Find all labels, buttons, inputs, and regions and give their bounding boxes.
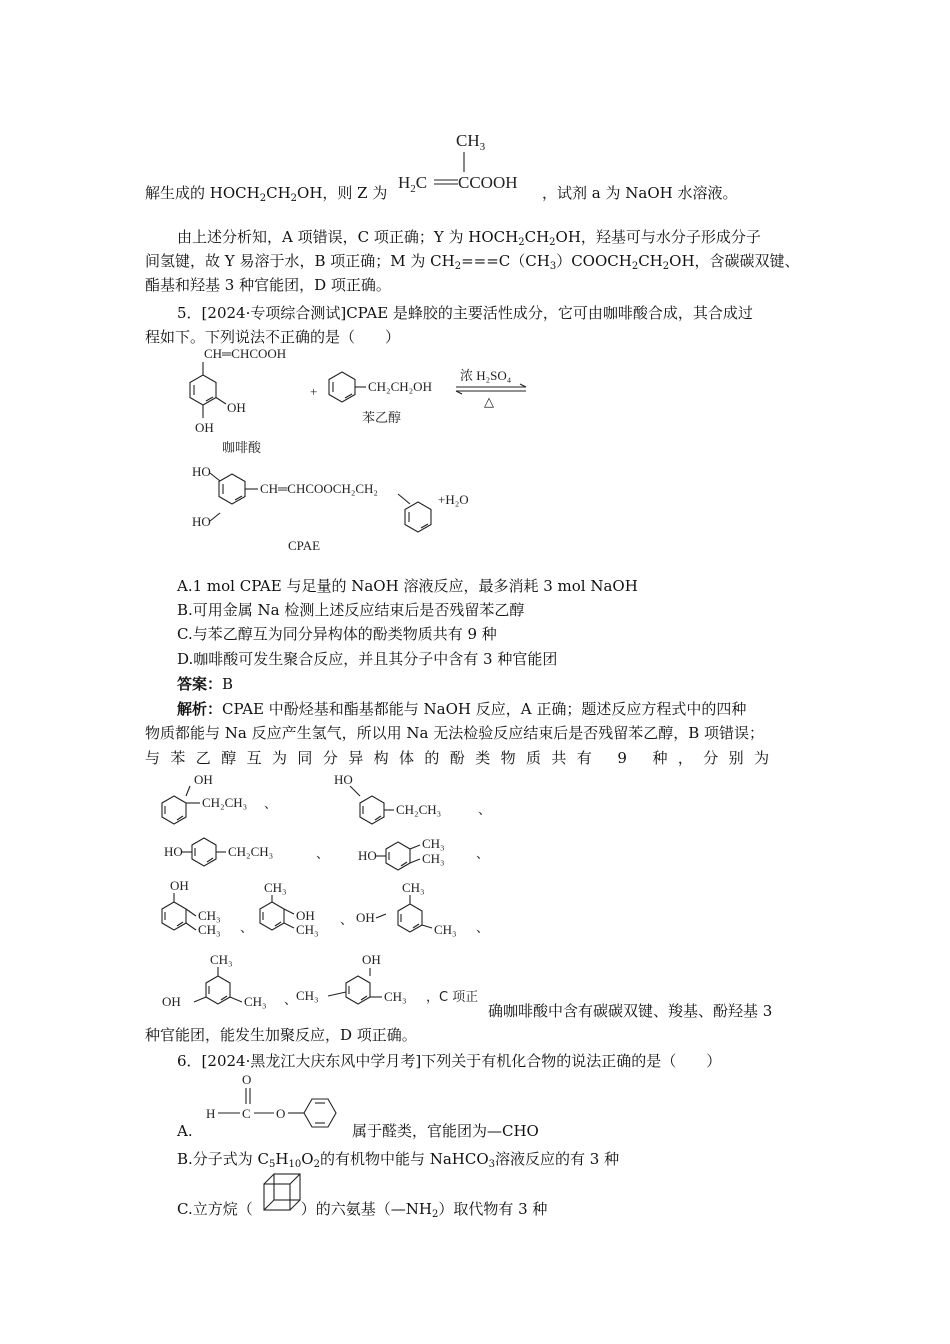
structure-z xyxy=(392,124,542,204)
oh-label: OH xyxy=(170,878,189,893)
svg-text:CH₃: CH₃ xyxy=(402,880,425,895)
explanation-end: 确咖啡酸中含有碳碳双键、羧基、酚羟基 3 xyxy=(488,1002,773,1020)
ho-label: HO xyxy=(358,848,377,863)
option-d: D.咖啡酸可发生聚合反应，并且其分子中含有 3 种官能团 xyxy=(177,650,558,668)
svg-text:CH₃: CH₃ xyxy=(422,836,445,851)
z-ch3: $CH_3$ xyxy=(456,131,486,153)
separator: 、 xyxy=(264,796,278,811)
oh-label: OH xyxy=(195,420,214,435)
oh-label: OH xyxy=(362,952,381,967)
oh-label: OH xyxy=(194,772,213,787)
svg-text:CH₃: CH₃ xyxy=(384,989,407,1004)
svg-text:CH₃: CH₃ xyxy=(296,988,319,1003)
cpae-chain: CH═CHCOOCH₂CH₂ xyxy=(260,481,378,496)
svg-text:CH₂CH₃: CH₂CH₃ xyxy=(396,802,442,817)
option-c: C.与苯乙醇互为同分异构体的酚类物质共有 9 种 xyxy=(177,625,497,643)
oh-label: OH xyxy=(227,400,246,415)
separator: 、 xyxy=(476,920,490,935)
phenylethanol-name: 苯乙醇 xyxy=(362,411,402,426)
explanation-cont: 与苯乙醇互为同分异构体的酚类物质共有 9 种，分别为 xyxy=(145,749,780,767)
explanation: 解析：CPAE 中酚烃基和酯基都能与 NaOH 反应，A 正确；题述反应方程式中的四种 xyxy=(177,700,747,718)
separator: 、 xyxy=(476,846,490,861)
phenylethanol-chain: CH₂CH₂OH xyxy=(368,379,432,394)
question-5-cont: 程如下。下列说法不正确的是（ ） xyxy=(145,328,401,346)
svg-text:OH: OH xyxy=(162,994,181,1009)
separator: 、 xyxy=(316,846,330,861)
text-line: ，试剂 a 为 NaOH 水溶液。 xyxy=(542,184,738,202)
svg-text:O: O xyxy=(276,1106,286,1121)
caffeic-chain: CH═CHCOOH xyxy=(204,346,287,361)
condition-top: 浓 H₂SO₄ xyxy=(460,368,512,383)
separator: 、 xyxy=(240,920,254,935)
option-b: B.可用金属 Na 检测上述反应结束后是否残留苯乙醇 xyxy=(177,601,525,619)
ch3-label: CH₃ xyxy=(210,952,233,967)
q6-option-a-text: 属于醛类，官能团为—CHO xyxy=(352,1122,539,1140)
cubane-icon xyxy=(258,1168,306,1216)
svg-text:CH₂CH₃: CH₂CH₃ xyxy=(228,844,274,859)
q6-option-b: B.分子式为 $C_5H_{10}O_2$的有机物中能与 NaHCO$_3$溶液反应的有 3 种 xyxy=(177,1150,620,1170)
z-ccooh: CCOOH xyxy=(458,173,518,192)
separator: 、 xyxy=(284,992,298,1007)
text-line: 间氢键，故 Y 易溶于水，B 项正确；M 为 $CH_2===C(CH_3)COOCH_2CH_2OH$，含碳碳双键、 xyxy=(145,252,800,272)
q6-option-c: C.立方烷（ ）的六氨基$(—NH_2)$取代物有 3 种 xyxy=(177,1200,548,1220)
cpae-name: CPAE xyxy=(288,538,321,553)
oh-label: OH xyxy=(356,910,375,925)
z-h2c: $H_2C$ xyxy=(398,173,428,195)
q6-option-a-structure xyxy=(200,1066,352,1142)
ho-label: HO xyxy=(192,464,211,479)
ho-label: HO xyxy=(164,844,183,859)
reaction-scheme xyxy=(170,342,570,564)
svg-text:H: H xyxy=(206,1106,216,1121)
separator: 、 xyxy=(340,912,354,927)
text-line: 酯基和羟基 3 种官能团，D 项正确。 xyxy=(145,276,391,294)
question-5: 5．[2024·专项综合测试]CPAE 是蜂胶的主要活性成分，它可由咖啡酸合成，其合成过 xyxy=(177,304,753,322)
text-line: 由上述分析知，A 项错误，C 项正确；Y 为 $HOCH_2CH_2OH$，羟基可与水分子形成分子 xyxy=(177,228,761,248)
svg-text:CH₃: CH₃ xyxy=(198,922,221,937)
svg-text:CH₃: CH₃ xyxy=(422,851,445,866)
plus-sign: + xyxy=(310,384,318,399)
svg-text:CH₃: CH₃ xyxy=(244,994,267,1009)
svg-text:CH₃: CH₃ xyxy=(296,922,319,937)
svg-text:CH₃: CH₃ xyxy=(198,908,221,923)
ch3-label: CH₃ xyxy=(264,880,287,895)
isomer-structure-9 xyxy=(292,946,492,1018)
explanation-end: 种官能团，能发生加聚反应，D 项正确。 xyxy=(145,1026,417,1044)
svg-text:CH₂CH₃: CH₂CH₃ xyxy=(202,795,248,810)
q6-option-a-label: A. xyxy=(177,1122,193,1140)
svg-text:C: C xyxy=(242,1106,251,1121)
separator: 、 xyxy=(478,802,492,817)
text-line: 解生成的 $HOCH_2CH_2OH$，则 Z 为 xyxy=(145,184,388,204)
option-a: A.1 mol CPAE 与足量的 NaOH 溶液反应，最多消耗 3 mol NaOH xyxy=(177,577,638,595)
ho-label: HO xyxy=(192,514,211,529)
water: +H₂O xyxy=(438,492,469,507)
answer: 答案：B xyxy=(177,675,234,693)
ho-label: HO xyxy=(334,772,353,787)
condition-bottom: △ xyxy=(484,394,494,409)
svg-text:，C 项正: ，C 项正 xyxy=(426,990,479,1005)
question-6: 6．[2024·黑龙江大庆东风中学月考]下列关于有机化合物的说法正确的是（ ） xyxy=(177,1052,722,1070)
svg-text:CH₃: CH₃ xyxy=(434,922,457,937)
caffeic-acid-name: 咖啡酸 xyxy=(222,441,262,456)
svg-text:OH: OH xyxy=(296,908,315,923)
explanation-cont: 物质都能与 Na 反应产生氢气，所以用 Na 无法检验反应结束后是否残留苯乙醇，B 项错误； xyxy=(145,724,765,742)
svg-text:O: O xyxy=(242,1072,252,1087)
